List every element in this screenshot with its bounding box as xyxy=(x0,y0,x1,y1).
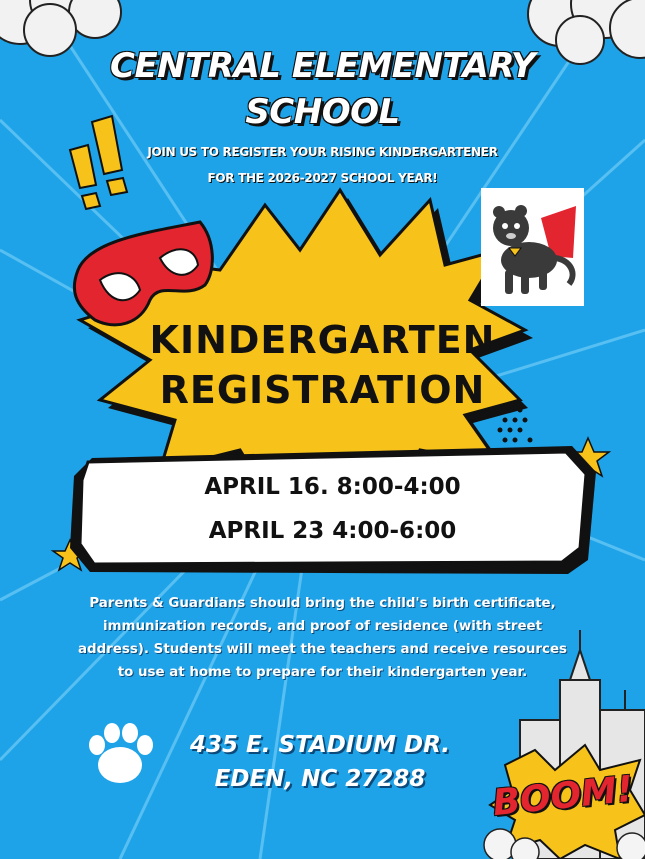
subtitle-line2: FOR THE 2026-2027 SCHOOL YEAR! xyxy=(207,171,438,185)
boom-text: BOOM! xyxy=(490,768,636,825)
details-line4: to use at home to prepare for their kindergarten year. xyxy=(117,665,528,680)
date-banner xyxy=(80,452,586,564)
details-line1: Parents & Guardians should bring the child's birth certificate, xyxy=(89,596,556,611)
headline-line2: REGISTRATION xyxy=(159,368,486,412)
details-line3: address). Students will meet the teachers and receive resources xyxy=(77,642,568,657)
subtitle-line1: JOIN US TO REGISTER YOUR RISING KINDERGARTENER xyxy=(147,145,498,159)
date-line2: APRIL 23 4:00-6:00 xyxy=(208,518,457,544)
school-name-line2: SCHOOL xyxy=(245,92,400,132)
details-line2: immunization records, and proof of residence (with street xyxy=(102,619,543,634)
headline-line1: KINDERGARTEN xyxy=(149,318,496,362)
date-line1: APRIL 16. 8:00-4:00 xyxy=(204,474,461,500)
address-city: EDEN, NC 27288 xyxy=(214,766,426,792)
address-street: 435 E. STADIUM DR. xyxy=(190,732,450,758)
paw-print-icon xyxy=(89,723,153,783)
panther-mascot-icon xyxy=(481,188,584,306)
school-name-line1: CENTRAL ELEMENTARY xyxy=(110,46,535,86)
panther-mascot-image xyxy=(481,188,584,306)
